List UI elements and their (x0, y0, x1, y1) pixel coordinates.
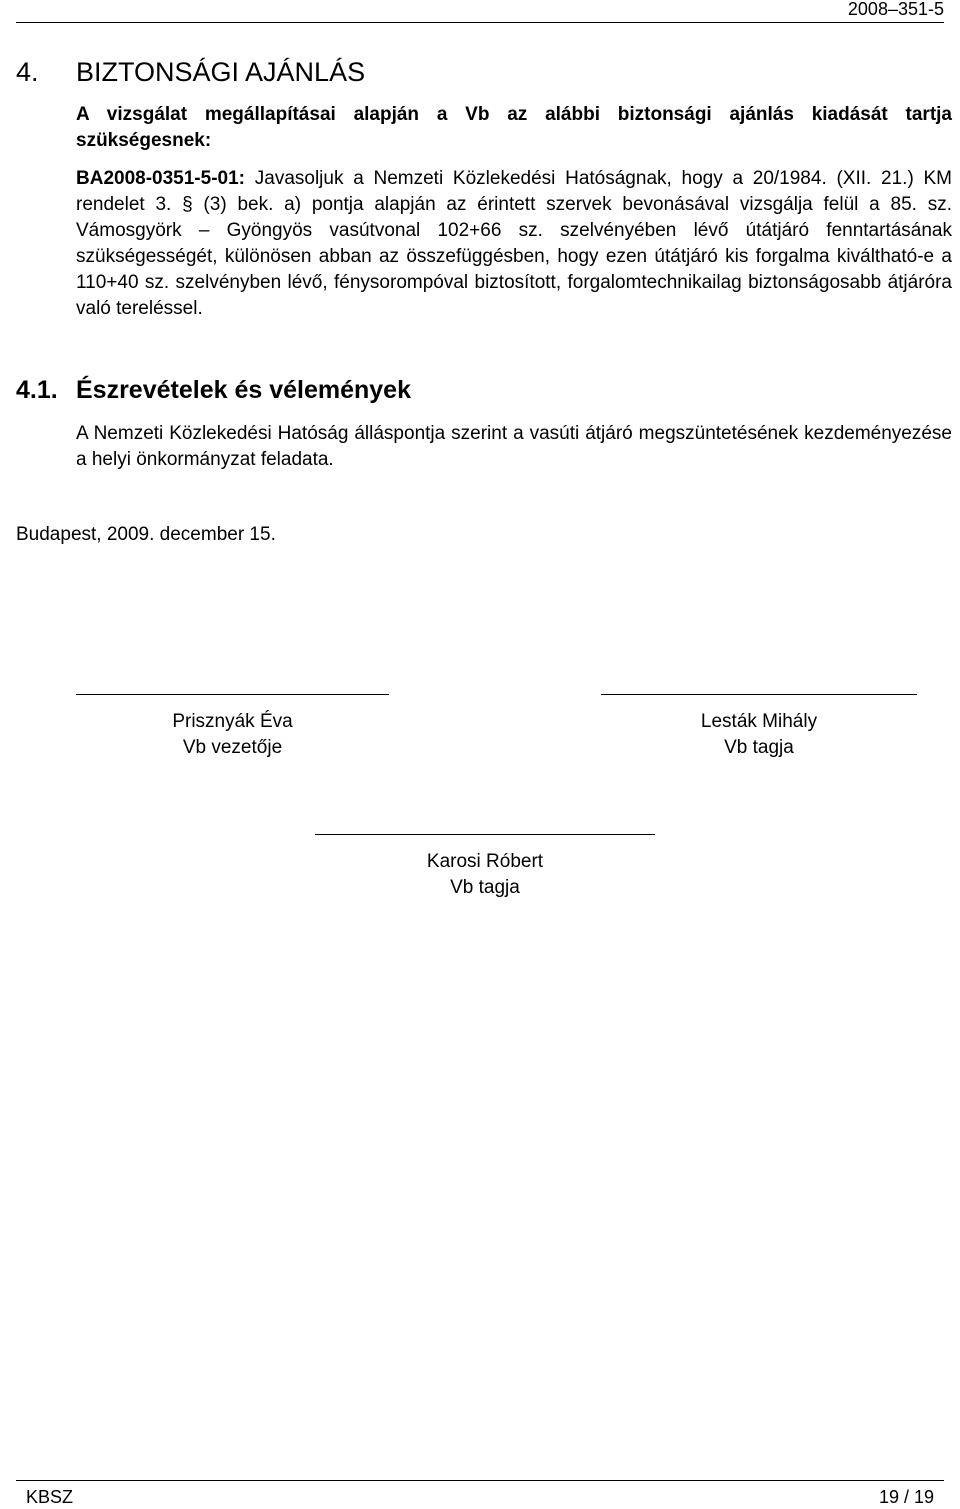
signatory-name: Karosi Róbert (426, 851, 544, 872)
recommendation-id: BA2008-0351-5-01: (76, 168, 245, 189)
place-date: Budapest, 2009. december 15. (16, 524, 276, 545)
page-footer (16, 1480, 944, 1505)
page-number: 19 / 19 (878, 1487, 934, 1507)
signature-block-3 (315, 834, 655, 901)
signature-line (76, 694, 389, 695)
document-reference: 2008–351-5 (847, 0, 944, 19)
page-header (16, 0, 944, 23)
recommendation-paragraph (76, 166, 952, 322)
signatory-name: Prisznyák Éva (172, 711, 293, 732)
signatory-role: Vb tagja (450, 877, 520, 898)
section-number: 4. (16, 57, 39, 87)
signature-block-1 (76, 694, 389, 761)
subsection-title (16, 374, 411, 406)
signatory-role: Vb tagja (724, 737, 794, 758)
signature-line (315, 834, 655, 835)
subsection-title-text: Észrevételek és vélemények (76, 376, 411, 404)
section-title-text: BIZTONSÁGI AJÁNLÁS (76, 57, 366, 87)
subsection-number: 4.1. (16, 376, 58, 404)
signature-block-2 (601, 694, 917, 761)
observations-paragraph: A Nemzeti Közlekedési Hatóság álláspontja szerint a vasúti átjáró megszüntetésének kezdeményezése a helyi önkormányzat feladata. (76, 423, 952, 470)
footer-organization: KBSZ (26, 1487, 74, 1507)
signature-line (601, 694, 917, 695)
recommendation-text: Javasoljuk a Nemzeti Közlekedési Hatóságnak, hogy a 20/1984. (XII. 21.) KM rendelet 3. § (3) bek. a) pontja alapján az érintett szervek bevonásával vizsgálja felül a 85. sz. Vámosgyörk – Gyöngyös vasútvonal 102+66 sz. szelvényében lévő útátjáró fenntartásának szükségességét, különösen abban az összefüggésben, hogy ezen útátjáró kis forgalma kiváltható-e a 110+40 sz. szelvényben lévő, fénysorompóval biztosított, forgalomtechnikailag biztonságosabb átjáróra való tereléssel. (76, 168, 953, 319)
signatory-role: Vb vezetője (182, 737, 283, 758)
signatory-name: Lesták Mihály (700, 711, 818, 732)
section-title (16, 56, 365, 88)
intro-paragraph: A vizsgálat megállapításai alapján a Vb az alábbi biztonsági ajánlás kiadását tartja szükségesnek: (76, 104, 952, 151)
